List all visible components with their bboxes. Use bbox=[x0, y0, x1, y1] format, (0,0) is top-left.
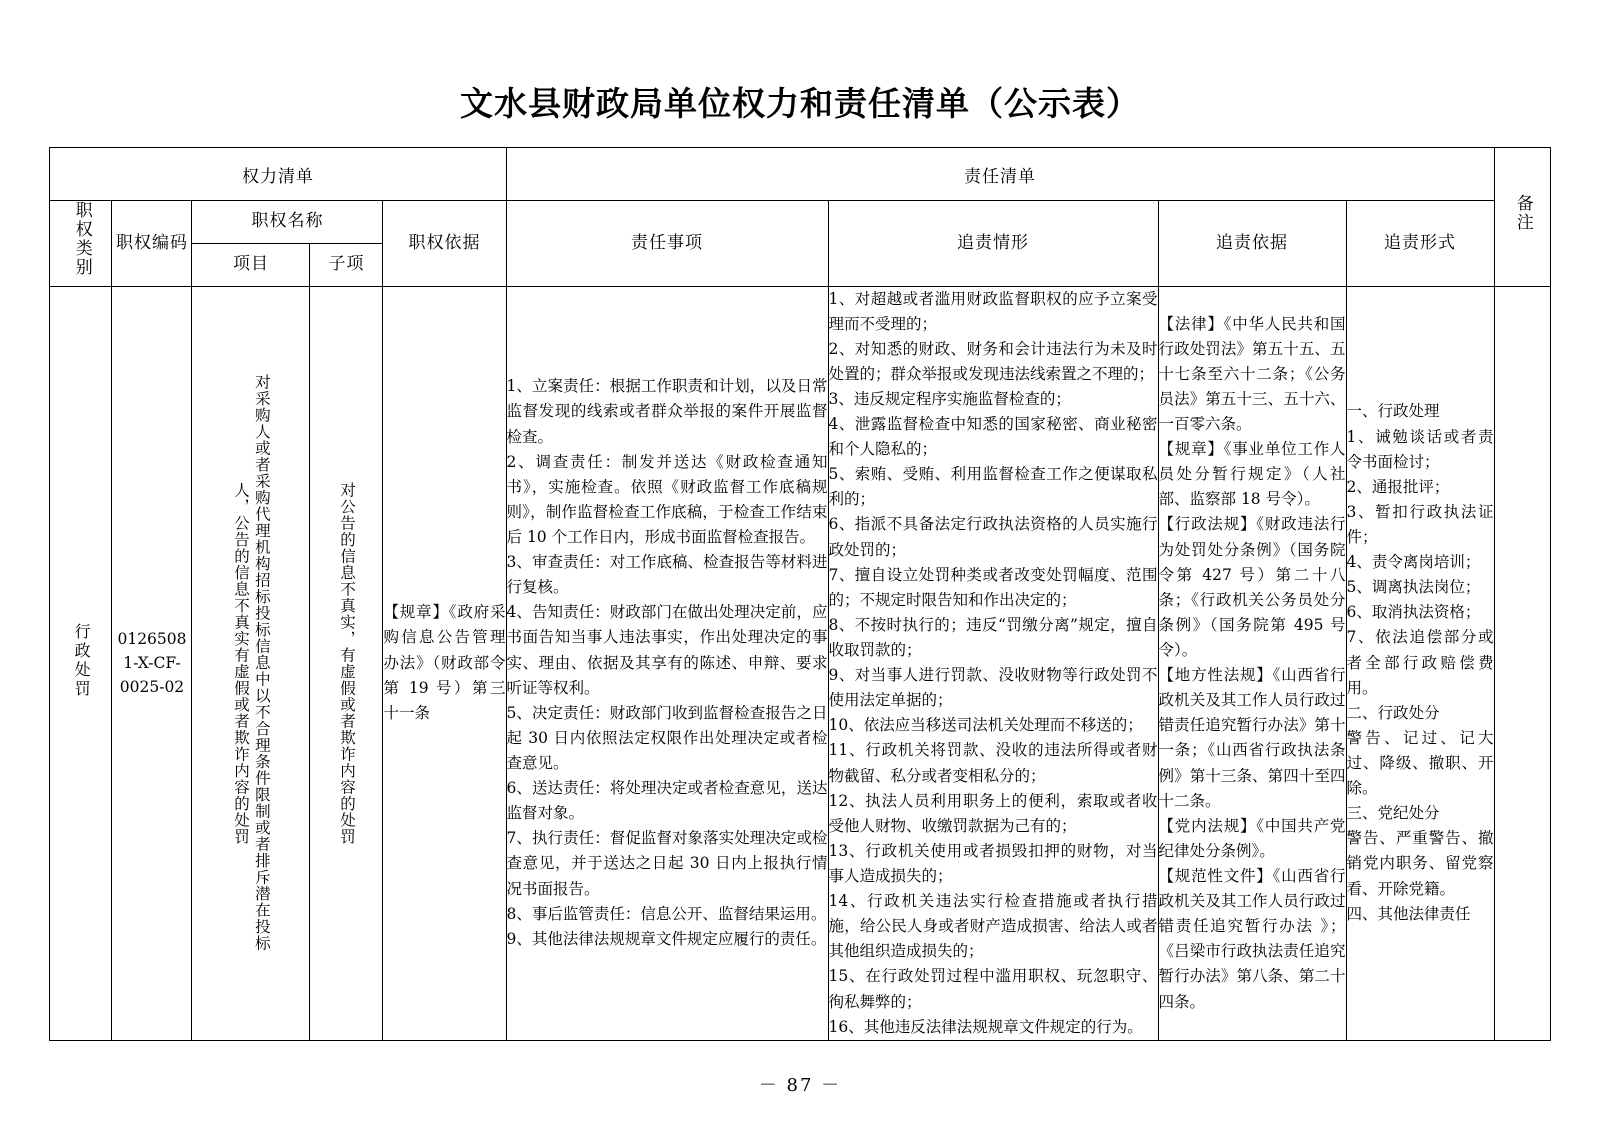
table-column-header-row-1 bbox=[50, 201, 1550, 244]
column-header-accountability-basis: 追责依据 bbox=[1158, 201, 1346, 287]
authority-code-line-3: 0025-02 bbox=[119, 678, 185, 697]
list-item: 3、暂扣行政执法证件； bbox=[1346, 502, 1494, 547]
list-item: 4、告知责任：财政部门在做出处理决定前，应书面告知当事人违法事实，作出处理决定的事实、理由、依据及其享有的陈述、申辩、要求听证等权利。 bbox=[506, 603, 828, 697]
group-header-duty-list: 责任清单 bbox=[506, 148, 1494, 201]
page-number: － 87 － bbox=[758, 1074, 842, 1096]
authority-code-line-2: 1-X-CF- bbox=[123, 654, 181, 673]
list-item: 15、在行政处罚过程中滥用职权、玩忽职守、徇私舞弊的； bbox=[828, 967, 1158, 1011]
list-item: 【规范性文件】《山西省行政机关及其工作人员行政过错责任追究暂行办法 》；《吕梁市行政执法责任追究暂行办法》第八条、第二十四条。 bbox=[1158, 867, 1346, 1011]
column-header-authority-basis: 职权依据 bbox=[383, 201, 506, 287]
list-item: 7、擅自设立处罚种类或者改变处罚幅度、范围的；不规定时限告知和作出决定的； bbox=[828, 565, 1158, 609]
list-item: 6、取消执法资格； bbox=[1346, 603, 1481, 622]
list-item: 【党内法规】《中国共产党纪律处分条例》。 bbox=[1158, 816, 1346, 860]
list-item: 警告、严重警告、撤销党内职务、留党察看、开除党籍。 bbox=[1346, 829, 1494, 898]
column-header-authority-category bbox=[50, 201, 112, 287]
list-item: 12、执法人员利用职务上的便利，索取或者收受他人财物、收缴罚款据为己有的； bbox=[828, 791, 1158, 835]
cell-accountability-situations bbox=[828, 286, 1158, 1040]
list-item: 1、立案责任：根据工作职责和计划，以及日常监督发现的线索或者群众举报的案件开展监督检查。 bbox=[506, 377, 828, 446]
accountability-situations-list bbox=[829, 287, 1158, 1040]
list-item: 5、调离执法岗位； bbox=[1346, 578, 1481, 597]
cell-authority-code bbox=[112, 286, 192, 1040]
list-item: 16、其他违反法律法规规章文件规定的行为。 bbox=[828, 1017, 1143, 1036]
cell-authority-basis bbox=[383, 286, 506, 1040]
list-item: 一、行政处理 bbox=[1346, 402, 1440, 421]
list-item: 13、行政机关使用或者损毁扣押的财物，对当事人造成损失的； bbox=[828, 841, 1158, 886]
cell-accountability-basis bbox=[1158, 286, 1346, 1040]
list-item: 7、依法追偿部分或者全部行政赔偿费用。 bbox=[1346, 628, 1494, 697]
list-item: 9、对当事人进行罚款、没收财物等行政处罚不使用法定单据的； bbox=[828, 666, 1158, 710]
column-header-remarks bbox=[1494, 148, 1550, 287]
accountability-forms-list bbox=[1347, 399, 1494, 926]
column-header-accountability-forms: 追责形式 bbox=[1346, 201, 1494, 287]
authority-name-subitem-value: 对公告的信息不真实，有虚假或者欺诈内容的处罚 bbox=[337, 481, 356, 845]
list-item: 2、对知悉的财政、财务和会计违法行为未及时处置的；群众举报或发现违法线索置之不理的； bbox=[828, 339, 1158, 383]
column-header-duty-items: 责任事项 bbox=[506, 201, 828, 287]
list-item: 8、事后监管责任：信息公开、监督结果运用。 bbox=[506, 904, 827, 923]
list-item: 9、其他法律法规规章文件规定应履行的责任。 bbox=[506, 929, 827, 948]
cell-duty-items bbox=[506, 286, 828, 1040]
page-title: 文水县财政局单位权力和责任清单（公示表） bbox=[460, 84, 1140, 123]
cell-accountability-forms bbox=[1346, 286, 1494, 1040]
accountability-basis-list bbox=[1159, 312, 1346, 1015]
list-item: 6、指派不具备法定行政执法资格的人员实施行政处罚的； bbox=[828, 515, 1158, 559]
column-header-authority-name: 职权名称 bbox=[192, 201, 383, 244]
cell-authority-name-subitem bbox=[310, 286, 383, 1040]
column-header-authority-name-subitem: 子项 bbox=[310, 243, 383, 286]
list-item: 3、审查责任：对工作底稿、检查报告等材料进行复核。 bbox=[506, 553, 828, 597]
list-item: 7、执行责任：督促监督对象落实处理决定或检查意见，并于送达之日起 30 日内上报执行情况书面报告。 bbox=[506, 829, 828, 898]
column-header-authority-code: 职权编码 bbox=[112, 201, 192, 287]
list-item: 【行政法规】《财政违法行为处罚处分条例》（国务院令第 427 号）第二十八条；《行政机关公务员处分条例》（国务院第 495 号令）。 bbox=[1158, 515, 1346, 660]
list-item: 【法律】《中华人民共和国行政处罚法》第五十五、五十七条至六十二条；《公务员法》第五十三、五十六、一百零六条。 bbox=[1158, 314, 1346, 434]
table-group-header-row bbox=[50, 148, 1550, 201]
cell-authority-category bbox=[50, 286, 112, 1040]
list-item: 8、不按时执行的；违反“罚缴分离”规定，擅自收取罚款的； bbox=[828, 615, 1158, 660]
column-header-authority-category-label: 职权类别 bbox=[71, 201, 92, 277]
authority-code-line-1: 0126508 bbox=[117, 630, 187, 649]
list-item: 4、泄露监督检查中知悉的国家秘密、商业秘密和个人隐私的； bbox=[828, 415, 1158, 459]
list-item: 二、行政处分 bbox=[1346, 703, 1440, 722]
column-header-remarks-label: 备注 bbox=[1512, 193, 1533, 232]
list-item: 2、通报批评； bbox=[1346, 477, 1450, 496]
authority-basis-value: 【规章】《政府采购信息公告管理办法》（财政部令第 19 号）第三十一条 bbox=[383, 603, 506, 722]
column-header-authority-name-item: 项目 bbox=[192, 243, 310, 286]
list-item: 1、诫勉谈话或者责令书面检讨； bbox=[1346, 427, 1494, 471]
group-header-power-list: 权力清单 bbox=[50, 148, 506, 201]
list-item: 3、违反规定程序实施监督检查的； bbox=[828, 389, 1071, 408]
list-item: 10、依法应当移送司法机关处理而不移送的； bbox=[828, 716, 1143, 735]
list-item: 5、决定责任：财政部门收到监督检查报告之日起 30 日内依照法定权限作出处理决定或者检查意见。 bbox=[506, 703, 828, 773]
list-item: 【规章】《事业单位工作人员处分暂行规定》（人社部、监察部 18 号令）。 bbox=[1158, 440, 1346, 509]
authority-category-value: 行政处罚 bbox=[72, 623, 92, 700]
list-item: 14、行政机关违法实行检查措施或者执行措施，给公民人身或者财产造成损害、给法人或者其他组织造成损失的； bbox=[828, 892, 1158, 961]
list-item: 6、送达责任：将处理决定或者检查意见，送达监督对象。 bbox=[506, 779, 828, 823]
power-and-duty-list-table bbox=[49, 147, 1550, 1041]
list-item: 【地方性法规】《山西省行政机关及其工作人员行政过错责任追究暂行办法》第十一条；《山西省行政执法条例》第十三条、第四十至四十二条。 bbox=[1158, 666, 1346, 810]
list-item: 11、行政机关将罚款、没收的违法所得或者财物截留、私分或者变相私分的； bbox=[828, 741, 1158, 785]
list-item: 2、调查责任：制发并送达《财政检查通知书》，实施检查。依照《财政监督工作底稿规则》，制作监督检查工作底稿，于检查工作结束后 10 个工作日内，形成书面监督检查报告。 bbox=[506, 452, 828, 547]
cell-remarks bbox=[1494, 286, 1550, 1040]
list-item: 三、党纪处分 bbox=[1346, 804, 1440, 823]
column-header-accountability-situations: 追责情形 bbox=[828, 201, 1158, 287]
authority-name-item-value: 对采购人或者采购代理机构招标投标信息中以不合理条件限制或者排斥潜在投标人，公告的信息不真实有虚假或者欺诈内容的处罚 bbox=[231, 374, 271, 952]
list-item: 1、对超越或者滥用财政监督职权的应予立案受理而不受理的； bbox=[828, 289, 1158, 333]
list-item: 5、索贿、受贿、利用监督检查工作之便谋取私利的； bbox=[828, 465, 1158, 509]
list-item: 四、其他法律责任 bbox=[1346, 904, 1471, 923]
duty-items-list bbox=[507, 374, 828, 952]
list-item: 警告、记过、记大过、降级、撤职、开除。 bbox=[1346, 728, 1494, 798]
cell-authority-name-item bbox=[192, 286, 310, 1040]
list-item: 4、责令离岗培训； bbox=[1346, 553, 1481, 572]
table-row bbox=[50, 286, 1550, 1040]
